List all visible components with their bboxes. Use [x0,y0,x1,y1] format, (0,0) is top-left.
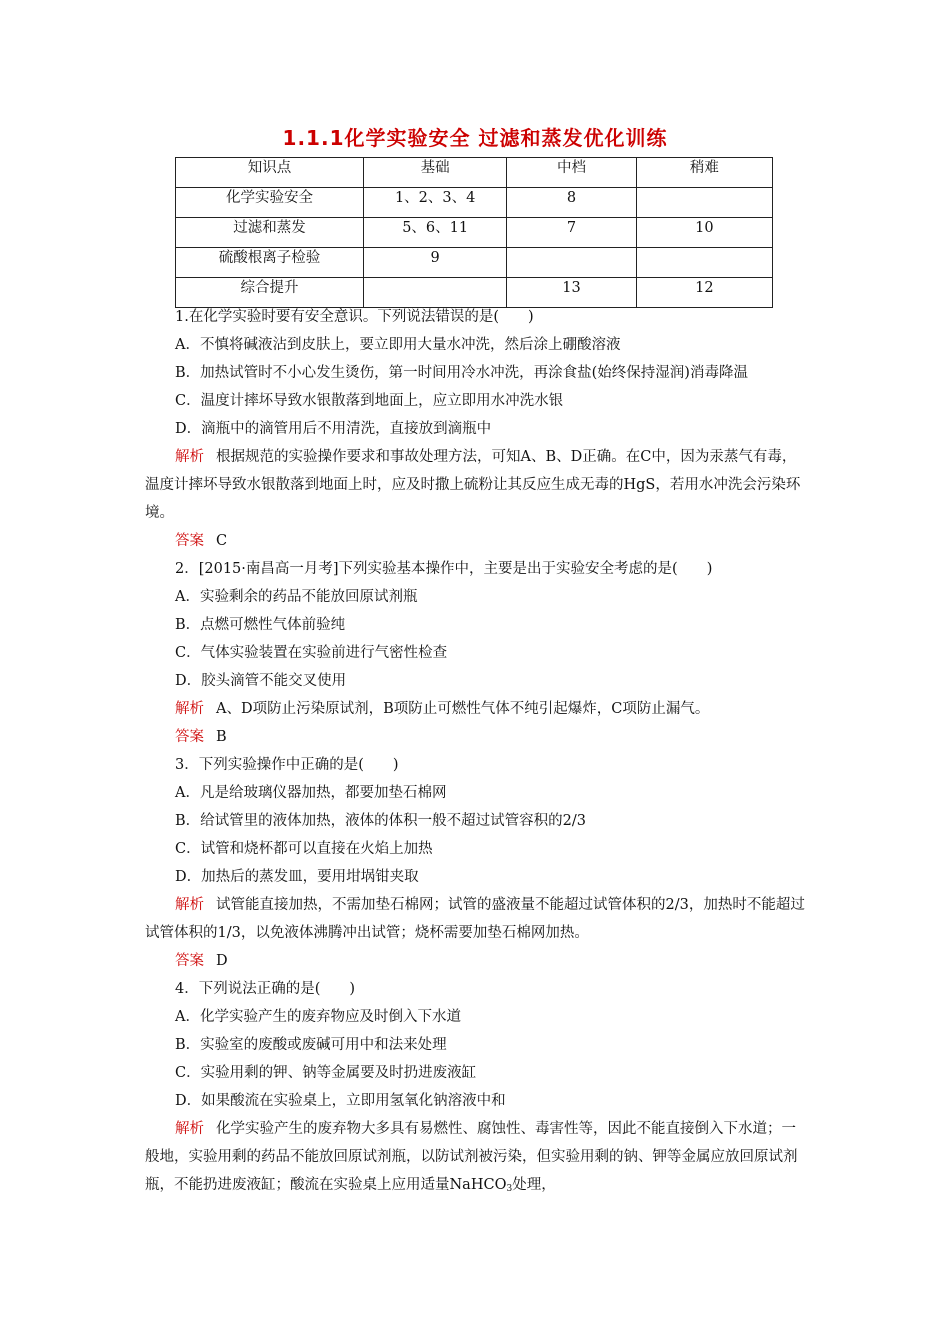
answer-value: C [216,533,228,549]
option-a: A．化学实验产生的废弃物应及时倒入下水道 [175,1009,461,1025]
answer-line [145,527,805,555]
table-cell: 5、6、11 [364,218,507,248]
subscript-three: 3 [506,1184,513,1194]
answer-line [145,723,805,751]
analysis-paragraph [145,695,805,723]
answer-label: 答案 [175,953,204,969]
analysis-label: 解析 [175,1121,204,1137]
table-cell: 8 [507,188,636,218]
option-b: B．加热试管时不小心发生烫伤，第一时间用冷水冲洗，再涂食盐(始终保持湿润)消毒降温 [175,365,748,381]
analysis-paragraph [145,443,805,527]
analysis-text: A、D项防止污染原试剂，B项防止可燃性气体不纯引起爆炸，C项防止漏气。 [216,701,710,717]
table-cell: 10 [636,218,772,248]
table-row [176,248,773,278]
option-a: A．不慎将碱液沾到皮肤上，要立即用大量水冲洗，然后涂上硼酸溶液 [175,337,621,353]
analysis-label: 解析 [175,449,204,465]
option-a: A．实验剩余的药品不能放回原试剂瓶 [175,589,418,605]
option-c: C．试管和烧杯都可以直接在火焰上加热 [175,841,433,857]
table-cell [636,188,772,218]
option-a: A．凡是给玻璃仪器加热，都要加垫石棉网 [175,785,447,801]
table-cell: 7 [507,218,636,248]
question-stem: 4．下列说法正确的是( ) [175,981,356,997]
option-d: D．如果酸流在实验桌上，立即用氢氧化钠溶液中和 [175,1093,506,1109]
option-b: B．点燃可燃性气体前验纯 [175,617,346,633]
analysis-text: 试管能直接加热，不需加垫石棉网；试管的盛液量不能超过试管体积的2/3，加热时不能超过试管体积的1/3，以免液体沸腾冲出试管；烧杯需要加垫石棉网加热。 [145,897,805,941]
analysis-paragraph [145,1115,805,1199]
table-header: 中档 [507,158,636,188]
question-stem: 2．[2015·南昌高一月考]下列实验基本操作中，主要是出于实验安全考虑的是( ) [175,561,713,577]
table-cell: 化学实验安全 [176,188,364,218]
option-c: C．气体实验装置在实验前进行气密性检查 [175,645,448,661]
page-title: 1.1.1化学实验安全 过滤和蒸发优化训练 [282,126,668,150]
question-stem: 3．下列实验操作中正确的是( ) [175,757,399,773]
question-stem: 1.在化学实验时要有安全意识。下列说法错误的是( ) [175,309,534,325]
table-cell [636,248,772,278]
option-b: B．给试管里的液体加热，液体的体积一般不超过试管容积的2/3 [175,813,586,829]
table-cell: 13 [507,278,636,308]
option-c: C．实验用剩的钾、钠等金属要及时扔进废液缸 [175,1065,477,1081]
answer-label: 答案 [175,533,204,549]
analysis-text-tail: 处理， [512,1177,556,1193]
answer-line [145,947,805,975]
knowledge-table [175,157,773,308]
option-b: B．实验室的废酸或废碱可用中和法来处理 [175,1037,447,1053]
analysis-text: 根据规范的实验操作要求和事故处理方法，可知A、B、D正确。在C中，因为汞蒸气有毒，温度计摔坏导致水银散落到地面上时，应及时撒上硫粉让其反应生成无毒的HgS，若用水冲洗会污染环境。 [145,449,801,521]
answer-value: B [216,729,227,745]
option-c: C．温度计摔坏导致水银散落到地面上，应立即用水冲洗水银 [175,393,564,409]
table-header: 稍难 [636,158,772,188]
table-cell [507,248,636,278]
option-d: D．滴瓶中的滴管用后不用清洗，直接放到滴瓶中 [175,421,492,437]
table-header: 知识点 [176,158,364,188]
table-cell: 综合提升 [176,278,364,308]
table-cell: 9 [364,248,507,278]
analysis-label: 解析 [175,897,204,913]
analysis-label: 解析 [175,701,204,717]
analysis-text: 化学实验产生的废弃物大多具有易燃性、腐蚀性、毒害性等，因此不能直接倒入下水道；一般地，实验用剩的药品不能放回原试剂瓶，以防试剂被污染，但实验用剩的钠、钾等金属应放回原试剂瓶，不能扔进废液缸；酸流在实验桌上应用适量NaHCO [145,1121,798,1193]
table-header: 基础 [364,158,507,188]
table-cell: 1、2、3、4 [364,188,507,218]
table-cell: 硫酸根离子检验 [176,248,364,278]
table-row [176,218,773,248]
answer-label: 答案 [175,729,204,745]
table-header-row [176,158,773,188]
table-cell: 过滤和蒸发 [176,218,364,248]
analysis-paragraph [145,891,805,947]
answer-value: D [216,953,228,969]
option-d: D．胶头滴管不能交叉使用 [175,673,347,689]
table-cell: 12 [636,278,772,308]
question-list [145,303,805,1199]
table-row [176,188,773,218]
option-d: D．加热后的蒸发皿，要用坩埚钳夹取 [175,869,419,885]
